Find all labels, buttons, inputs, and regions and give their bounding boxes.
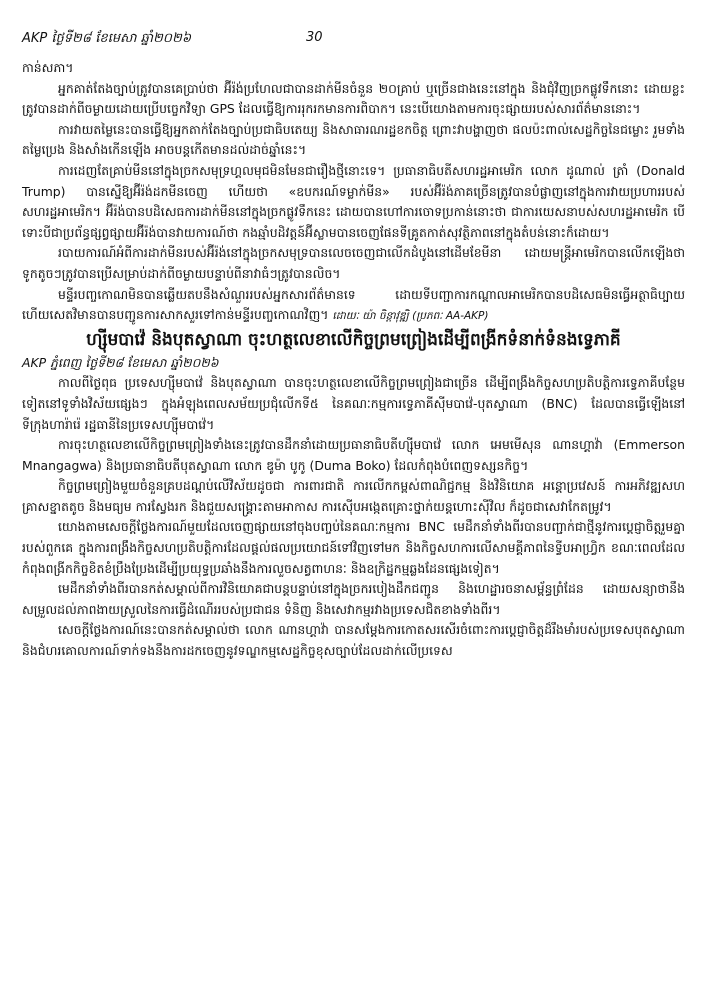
article-paragraph-1: កាលពីថ្ងៃពុធ ប្រទេសហ្ស៊ីមបាវ៉េ និងបុតស្វាណា បានចុះហត្ថលេខាលើកិច្ចព្រមព្រៀងជាច្រើន ដើម្បីពង្រឹងកិច្ចសហប្រតិបត្តិការទ្វេភាគីបន្ថែមទៀតនៅទូទាំងវិស័យផ្សេងៗ ក្នុងអំឡុងពេលសម័យប្រជុំលើកទី៥ នៃគណៈកម្មការទ្វេភាគីស៊ីមបាវ៉េ-បុតស្វាណា (BNC) ដែលបានធ្វើឡើងនៅទីក្រុងហារ៉ារ៉េ រដ្ឋធានីនៃប្រទេសហ្ស៊ីមបាវ៉េ។ — [22, 375, 685, 432]
article-paragraph-3: កិច្ចព្រមព្រៀងមួយចំនួនគ្របដណ្តប់លើវិស័យដូចជា ការពារជាតិ ការលើកកម្ពស់ពាណិជ្ជកម្ម និងវិនិយោគ អន្តោប្រវេសន៍ ការអភិវឌ្ឍសហគ្រាសខ្នាតតូច និងមធ្យម ការស្វែងរក និងជួយសង្គ្រោះតាមអាកាស ការស៊ើបអង្កេតគ្រោះថ្នាក់យន្តហោះស៊ីវិល ក៏ដូចជាសេវាកែតម្រូវ។ — [22, 478, 685, 514]
prev-paragraph-3: ការដេញតែគ្រាប់មីននៅក្នុងច្រកសមុទ្រហ្គលមុជមិនមែនជារឿងថ្មីនោះទេ។ ប្រធានាធិបតីសហរដ្ឋអាមេរិក លោក ដូណាល់ ត្រាំ (Donald Trump) បានស្នើឱ្យអ៊ីរ៉ង់ដកមីនចេញ ហើយថា «ឧបករណ៍ទម្លាក់មីន» របស់អ៊ីរ៉ង់ភាគច្រើនត្រូវបានបំផ្លាញនៅក្នុងការវាយប្រហាររបស់សហរដ្ឋអាមេរិក។ អ៊ីរ៉ង់បានបដិសេធការដាក់មីននៅក្នុងច្រកផ្លូវទឹកនេះ ដោយបានហៅការចោទប្រកាន់នោះថា ជាការយេសនាបស់សហរដ្ឋអាមេរិក បើទោះបីជាប្រព័ន្ធផ្សព្វផ្សាយអ៊ីរ៉ង់បានវាយការណ៍ថា កងឆ្មាំបដិវត្តន៍អ៊ីស្លាមបានចេញផែនទីគ្រូតកាត់សុវត្ថិភាពនៅក្នុងតំបន់នោះក៏ដោយ។ — [22, 162, 685, 240]
prev-paragraph-5-text: មន្ទីរបញ្ចកោណមិនបានឆ្លើយតបនឹងសំណួររបស់អ្នកសារព័ត៌មានទេ ដោយទីបញ្ជាការកណ្តាលអាមេរិកបានបដិសេធមិនធ្វើអត្ថាធិប្បាយ ហើយសេតវិមានបានបញ្ជូនការសាកសួរទៅកាន់មន្ទីរបញ្ចកោណវិញ។ — [22, 286, 685, 323]
article-paragraph-2: ការចុះហត្ថលេខាលើកិច្ចព្រមព្រៀងទាំងនេះត្រូវបានដឹកនាំដោយប្រធានាធិបតីហ្ស៊ីមបាវ៉េ លោក អេមមើសុន ណានហ្គាវ៉ា (Emmerson Mnangagwa) និងប្រធានាធិបតីបុតស្វាណា លោក ឌូម៉ា បូកូ (Duma Boko) ដែលកំពុងបំពេញទស្សនកិច្ច។ — [22, 437, 685, 473]
article-paragraph-6: សេចក្តីថ្លែងការណ៍នេះបានកត់សម្គាល់ថា លោក ណានហ្គាវ៉ា បានសម្តែងការកោតសរសើរចំពោះការប្តេជ្ញាចិត្តដ៏រឹងមាំរបស់ប្រទេសបុតស្វាណា និងជំហរគោលការណ៍ទាក់ទងនឹងការដកចេញនូវទណ្ឌកម្មសេដ្ឋកិច្ចខុសច្បាប់ដែលដាក់លើប្រទេស — [22, 622, 685, 659]
continued-text: កាន់សភា។ — [22, 60, 74, 75]
prev-paragraph-2: ការវាយតម្លៃនេះបានធ្វើឱ្យអ្នកតាក់តែងច្បាប់ប្រជាធិបតេយ្យ និងសាធារណរដ្ឋខកចិត្ត ព្រោះវាបង្ហាញថា ផលប៉ះពាល់សេដ្ឋកិច្ចនៃជម្លោះ រួមទាំងតម្លៃប្រេង និងសាំងកើនឡើង អាចបន្តកើតមានដល់ដាច់ឆ្នាំនេះ។ — [22, 121, 685, 158]
article-headline: ហ្ស៊ីមបាវ៉េ និងបុតស្វាណា ចុះហត្ថលេខាលើកិច្ចព្រមព្រៀងដើម្បីពង្រីកទំនាក់ទំនងទ្វេភាគី — [86, 329, 621, 350]
article-dateline: AKP ភ្នំពេញ ថ្ងៃទី២៨ ខែមេសា ឆ្នាំ២០២៦ — [22, 354, 219, 370]
article-paragraph-4: យោងតាមសេចក្តីថ្លែងការណ៍មួយដែលចេញផ្សាយនៅចុងបញ្ចប់នៃគណៈកម្មការ BNC មេដឹកនាំទាំងពីរបានបញ្ជាក់ជាថ្មីនូវការប្តេជ្ញាចិត្តរួមគ្នារបស់ពួកគេ ក្នុងការពង្រឹងកិច្ចសហប្រតិបត្តិការដែលផ្តល់ផលប្រយោជន៍ទៅវិញទៅមក និងកិច្ចសហការលើសាមគ្គីភាពនៃទ្វីបអាហ្វ្រិក ខណៈពេលដែលកំពុងពង្រីកកិច្ចខិតខំប្រឹងប្រែងដើម្បីប្រយុទ្ធប្រឆាំងនឹងការលួចសត្វពាហនៈ និងឧក្រិដ្ឋកម្មឆ្លងដែនផ្សេងទៀត។ — [22, 519, 685, 576]
page-number: 30 — [306, 30, 323, 45]
article-paragraph-5: មេដឹកនាំទាំងពីរបានកត់សម្គាល់ពីការវិនិយោគជាបន្តបន្ទាប់នៅក្នុងច្រករបៀងដឹកជញ្ជូន និងហេដ្ឋារចនាសម្ព័ន្ធព្រំដែន ដោយសន្យាថានឹងសម្រួលដល់ភាពងាយស្រួលនៃការធ្វើដំណើររបស់ប្រជាជន ទំនិញ និងសេវាកម្មរវាងប្រទេសជិតខាងទាំងពីរ។ — [22, 581, 685, 617]
prev-paragraph-1: អ្នកគាត់តែងច្បាប់ត្រូវបានគេប្រាប់ថា អ៊ីរ៉ង់ប្រហែលជាបានដាក់មីនចំនួន ២០គ្រាប់ ឬច្រើនជាងនេះនៅក្នុង និងជុំវិញច្រកផ្លូវទឹកនោះ ដោយខ្លះត្រូវបានដាក់ពីចម្ងាយដោយប្រើបច្ចេកវិទ្យា GPS ដែលធ្វើឱ្យការរុករកមានការពិបាក។ នេះបើយោងតាមការចុះផ្សាយរបស់សារព័ត៌មាននោះ។ — [22, 80, 685, 117]
prev-paragraph-5 — [22, 285, 685, 327]
prev-paragraph-4: របាយការណ៍អំពីការដាក់មីនរបស់អ៊ីរ៉ង់នៅក្នុងច្រកសមុទ្របានលេចចេញជាលើកដំបូងនៅដើមខែមីនា ដោយមន្ត្រីអាមេរិកបានលើកឡើងថា ទូកតូចៗត្រូវបានប្រើសម្រាប់ដាក់ពីចម្ងាយបន្ទាប់ពីនាវាធំៗត្រូវបានលិច។ — [22, 245, 685, 281]
article-credit: ដោយៈ យ៉ា ចិន្តាវុឌ្ឍិ (ប្រភពៈ AA-AKP) — [332, 310, 489, 323]
header-date: AKP ថ្ងៃទី២៨ ខែមេសា ឆ្នាំ២០២៦ — [22, 31, 192, 46]
page-body — [22, 58, 685, 662]
page-header — [22, 30, 685, 50]
